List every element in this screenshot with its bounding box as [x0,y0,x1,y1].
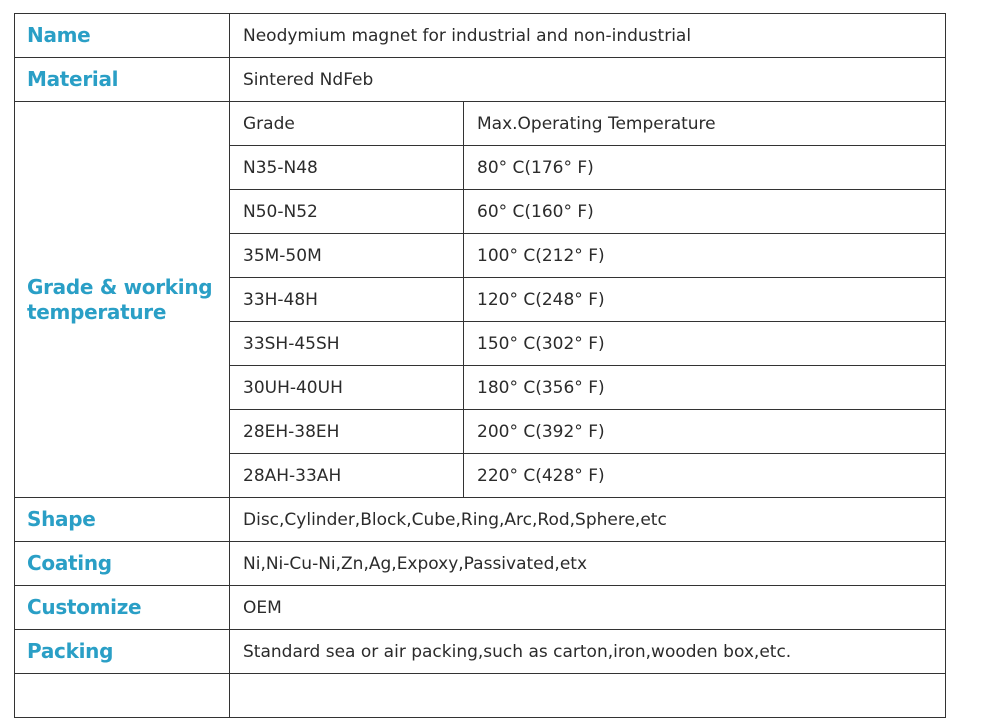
temp-cell: 220° C(428° F) [464,454,946,498]
grade-cell: 28AH-33AH [230,454,464,498]
row-label: Shape [15,498,230,542]
grade-cell: 33SH-45SH [230,322,464,366]
table-row-material [15,58,946,102]
table-row-coating [15,542,946,586]
row-value: Ni,Ni-Cu-Ni,Zn,Ag,Expoxy,Passivated,etx [230,542,946,586]
grade-column-header: Grade [230,102,464,146]
table-row-customize [15,586,946,630]
temp-cell: 180° C(356° F) [464,366,946,410]
row-label [15,674,230,718]
grade-cell: 28EH-38EH [230,410,464,454]
row-value: Sintered NdFeb [230,58,946,102]
temp-cell: 80° C(176° F) [464,146,946,190]
row-label: Coating [15,542,230,586]
temp-cell: 100° C(212° F) [464,234,946,278]
row-value [230,674,946,718]
grade-cell: 35M-50M [230,234,464,278]
row-label: Material [15,58,230,102]
row-label: Customize [15,586,230,630]
row-value: Disc,Cylinder,Block,Cube,Ring,Arc,Rod,Sphere,etc [230,498,946,542]
row-value: Standard sea or air packing,such as carton,iron,wooden box,etc. [230,630,946,674]
table-row-packing [15,630,946,674]
temp-cell: 200° C(392° F) [464,410,946,454]
grade-cell: 30UH-40UH [230,366,464,410]
grade-cell: 33H-48H [230,278,464,322]
temp-cell: 120° C(248° F) [464,278,946,322]
temp-cell: 60° C(160° F) [464,190,946,234]
row-value: Neodymium magnet for industrial and non-industrial [230,14,946,58]
table-row-cutoff [15,674,946,718]
table-row-shape [15,498,946,542]
temp-column-header: Max.Operating Temperature [464,102,946,146]
grade-cell: N50-N52 [230,190,464,234]
table-row-name [15,14,946,58]
row-label: Grade & working temperature [15,102,230,498]
grade-header-row [15,102,946,146]
grade-cell: N35-N48 [230,146,464,190]
spec-table [14,13,946,718]
row-label: Packing [15,630,230,674]
row-label: Name [15,14,230,58]
row-value: OEM [230,586,946,630]
temp-cell: 150° C(302° F) [464,322,946,366]
